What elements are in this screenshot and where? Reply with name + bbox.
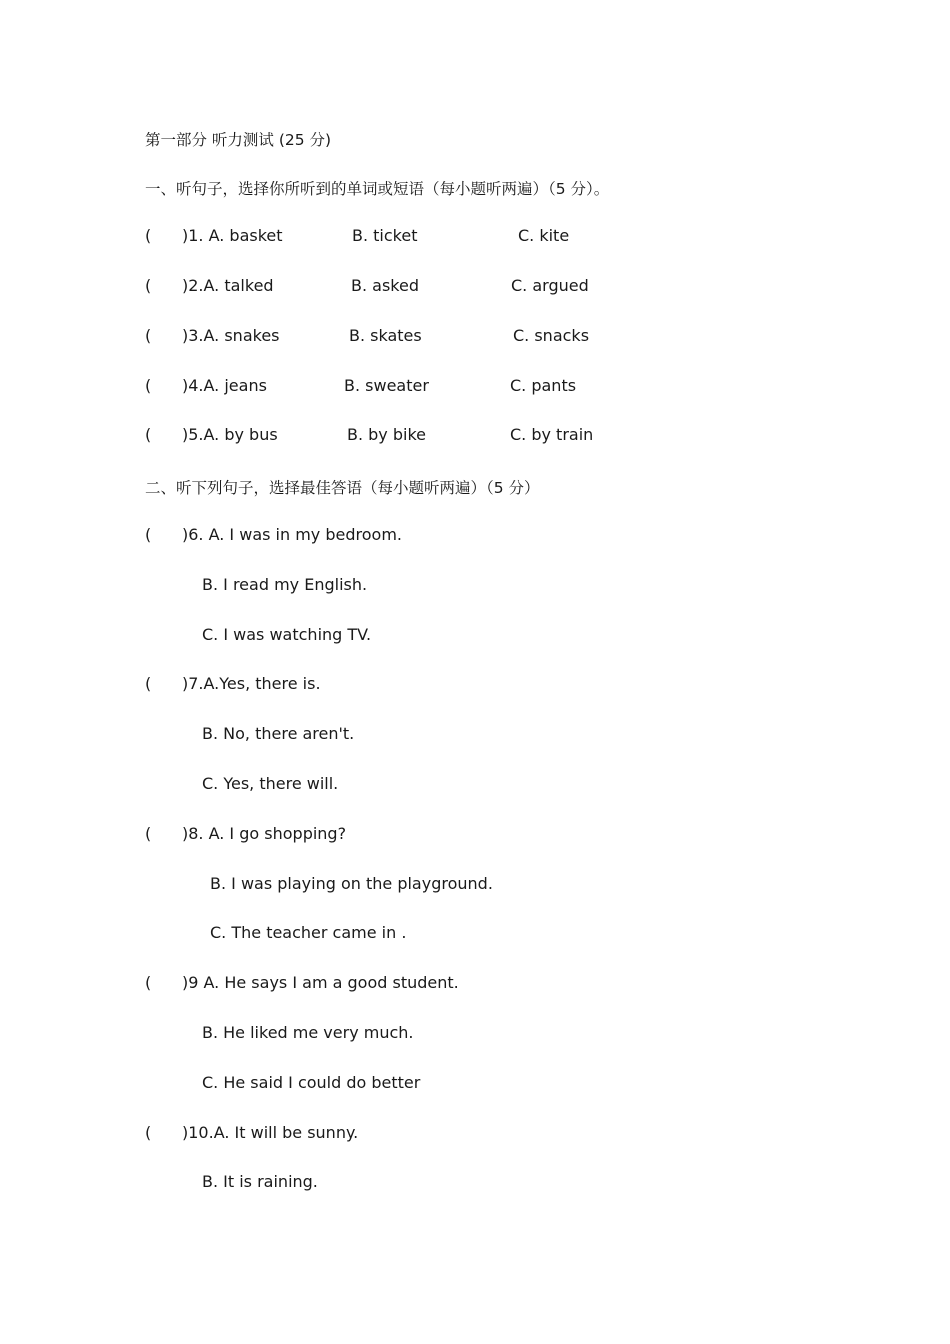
answer-bracket: ( [145,425,152,444]
question-stem: )1. A. basket [182,226,283,245]
option-b: B. No, there aren't. [202,724,355,743]
section2-heading: 二、听下列句子，选择最佳答语（每小题听两遍）（5 分） [145,479,540,497]
answer-bracket: ( [145,326,152,345]
answer-bracket: ( [145,674,152,693]
question-stem: )9 A. He says I am a good student. [182,973,459,992]
option-b: B. asked [351,276,419,295]
option-c: C. I was watching TV. [202,625,372,644]
option-b: B. by bike [347,425,426,444]
option-c: C. snacks [513,326,590,345]
option-b: B. sweater [344,376,429,395]
question-stem: )8. A. I go shopping? [182,824,347,843]
option-c: C. The teacher came in . [210,923,407,942]
option-c: C. Yes, there will. [202,774,339,793]
answer-bracket: ( [145,276,152,295]
section1-heading: 一、听句子，选择你所听到的单词或短语（每小题听两遍）（5 分）。 [145,180,610,198]
question-stem: )3.A. snakes [182,326,280,345]
option-b: B. He liked me very much. [202,1023,414,1042]
question-stem: )7.A.Yes, there is. [182,674,321,693]
question-stem: )5.A. by bus [182,425,278,444]
question-stem: )6. A. I was in my bedroom. [182,525,402,544]
answer-bracket: ( [145,226,152,245]
answer-bracket: ( [145,525,152,544]
option-b: B. It is raining. [202,1172,318,1191]
question-stem: )2.A. talked [182,276,274,295]
option-c: C. argued [511,276,589,295]
question-stem: )10.A. It will be sunny. [182,1123,359,1142]
option-c: C. by train [510,425,594,444]
answer-bracket: ( [145,1123,152,1142]
question-stem: )4.A. jeans [182,376,267,395]
option-c: C. He said I could do better [202,1073,421,1092]
part-title: 第一部分 听力测试 (25 分) [145,131,332,149]
option-b: B. skates [349,326,422,345]
option-c: C. pants [510,376,577,395]
answer-bracket: ( [145,376,152,395]
option-c: C. kite [518,226,570,245]
answer-bracket: ( [145,973,152,992]
answer-bracket: ( [145,824,152,843]
option-b: B. ticket [352,226,418,245]
option-b: B. I was playing on the playground. [210,874,493,893]
option-b: B. I read my English. [202,575,368,594]
